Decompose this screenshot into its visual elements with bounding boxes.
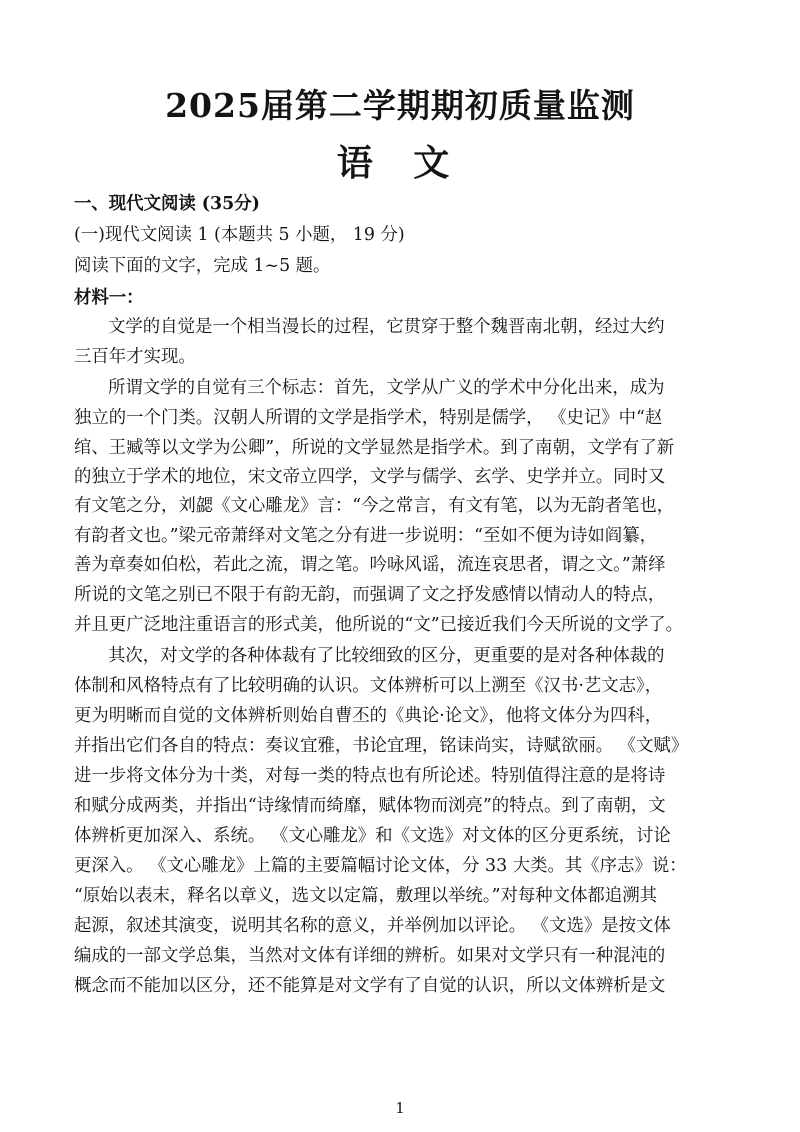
text-line: 体辨析更加深入、系统。 《文心雕龙》和《文选》对文体的区分更系统，讨论 (74, 826, 671, 846)
subject-title: 语 文 (336, 142, 464, 184)
text-line: 并且更广泛地注重语言的形式美，他所说的“文”已接近我们今天所说的文学了。 (74, 615, 684, 635)
text-line: 更为明晰而自觉的文体辨析则始自曹丕的《典论·论文》，他将文体分为四科， (74, 706, 663, 726)
text-line: 有文笔之分，刘勰《文心雕龙》言：“今之常言，有文有笔，以为无韵者笔也， (74, 496, 675, 516)
text-line: 并指出它们各自的特点：奏议宜雅，书论宜理，铭诔尚实，诗赋欲丽。 《文赋》 (74, 736, 689, 756)
text-line: 起源，叙述其演变，说明其名称的意义，并举例加以评论。 《文选》是按文体 (74, 916, 671, 936)
exam-title: 2025届第二学期期初质量监测 (165, 86, 635, 125)
text-line: 文学的自觉是一个相当漫长的过程，它贯穿于整个魏晋南北朝，经过大约 (108, 317, 665, 337)
text-line: 更深入。 《文心雕龙》上篇的主要篇幅讨论文体，分 33 大类。其《序志》说： (74, 856, 687, 876)
text-line: 独立的一个门类。汉朝人所谓的文学是指学术，特别是儒学， 《史记》中“赵 (74, 408, 663, 428)
subsection-heading: (一)现代文阅读 1 (本题共 5 小题， 19 分) (74, 225, 405, 245)
text-line: 善为章奏如伯松，若此之流，谓之笔。吟咏风谣，流连哀思者，谓之文。”萧绎 (74, 555, 666, 575)
text-line: 三百年才实现。 (74, 347, 196, 367)
text-line: 进一步将文体分为十类，对每一类的特点也有所论述。特别值得注意的是将诗 (74, 766, 666, 786)
text-line: 所谓文学的自觉有三个标志：首先，文学从广义的学术中分化出来，成为 (108, 378, 665, 398)
text-line: 有韵者文也。”梁元帝萧绎对文笔之分有进一步说明：“至如不便为诗如阎纂， (74, 526, 657, 546)
text-line: 其次，对文学的各种体裁有了比较细致的区分，更重要的是对各种体裁的 (108, 646, 665, 666)
text-line: 概念而不能加以区分，还不能算是对文学有了自觉的认识，所以文体辨析是文 (74, 976, 666, 996)
text-line: “原始以表末，释名以章义，选文以定篇，敷理以举统。”对每种文体都追溯其 (74, 886, 657, 906)
text-line: 和赋分成两类，并指出“诗缘情而绮靡，赋体物而浏亮”的特点。到了南朝，文 (74, 796, 666, 816)
text-line: 绾、王臧等以文学为公卿”，所说的文学显然是指学术。到了南朝，文学有了新 (74, 438, 675, 458)
text-line: 所说的文笔之别已不限于有韵无韵，而强调了文之抒发感情以情动人的特点， (74, 585, 666, 605)
text-line: 体制和风格特点有了比较明确的认识。文体辨析可以上溯至《汉书·艺文志》， (74, 676, 663, 696)
text-line: 编成的一部文学总集，当然对文体有详细的辨析。如果对文学只有一种混沌的 (74, 946, 666, 966)
page-number: 1 (395, 1099, 405, 1117)
reading-instruction: 阅读下面的文字，完成 1~5 题。 (74, 256, 331, 276)
section-heading: 一、现代文阅读 (35分) (74, 194, 260, 214)
text-line: 的独立于学术的地位，宋文帝立四学，文学与儒学、玄学、史学并立。同时又 (74, 467, 666, 487)
material-label: 材料一： (74, 288, 144, 308)
